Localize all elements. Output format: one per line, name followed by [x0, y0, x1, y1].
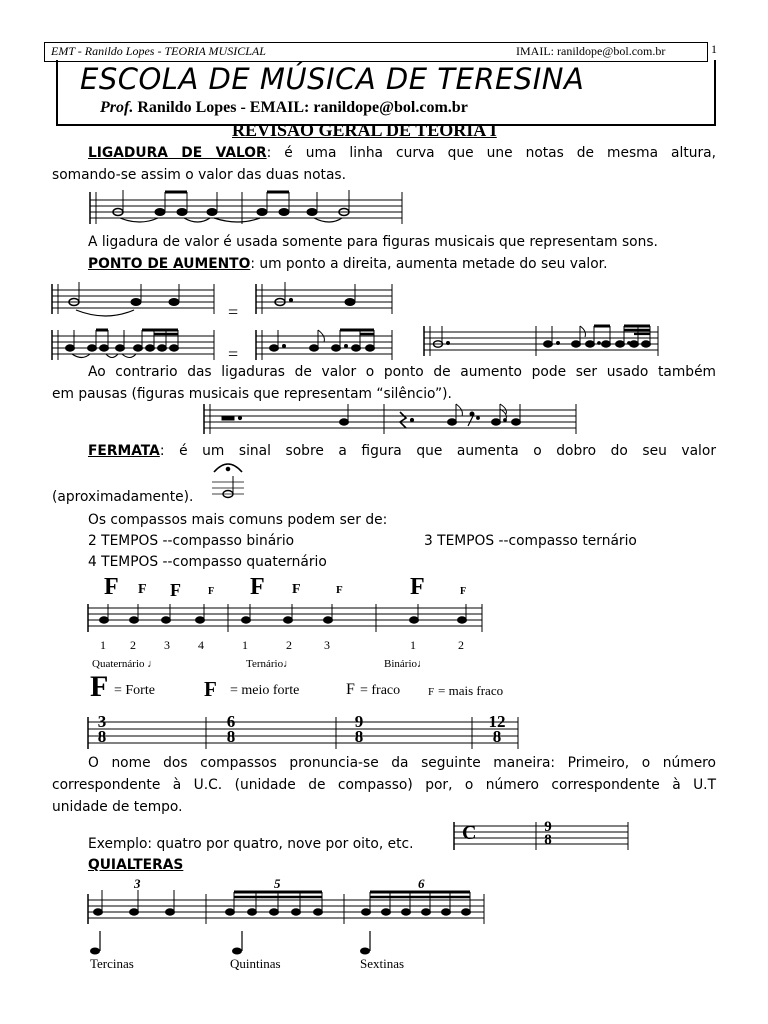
- tuplet-number-3: 3: [134, 876, 141, 891]
- section-heading: REVISAO GERAL DE TEORIA I: [232, 120, 497, 140]
- nome-line3: unidade de tempo.: [52, 799, 183, 815]
- time-sig-top: 9: [544, 819, 552, 835]
- header-email: IMAIL: ranildope@bol.com.br: [516, 44, 666, 58]
- time-signature-12-8: [486, 714, 508, 744]
- beat-number: 3: [324, 638, 330, 652]
- meter-example-staff: [88, 604, 484, 634]
- page-subtitle: [100, 99, 468, 117]
- tie-example-staff: [90, 190, 410, 226]
- time-signature-9-8: [352, 714, 366, 744]
- time-signature-6-8: [224, 714, 238, 744]
- fermata-line1: [52, 440, 716, 462]
- meter-label-binario: Binário♩: [384, 658, 428, 670]
- meter-label-ternario: Ternário♩: [246, 658, 295, 670]
- ligadura-term: LIGADURA DE VALOR: [88, 145, 267, 161]
- time-signature-9-8-example: [541, 821, 555, 847]
- dynamic-forte: F: [104, 574, 119, 600]
- compasso-ternario: 3 TEMPOS --compasso ternário: [424, 533, 637, 549]
- beat-number: 2: [458, 638, 464, 652]
- time-sig-top: 6: [226, 712, 236, 731]
- tuplet-label-sextinas: Sextinas: [360, 956, 405, 971]
- dot-example-1-dotted: [256, 282, 396, 322]
- dynamic-mais-fraco: F: [208, 586, 215, 597]
- time-sig-top: 9: [354, 712, 364, 731]
- time-sig-top: 3: [97, 712, 107, 731]
- time-sig-bottom: 8: [226, 727, 236, 746]
- dynamic-mais-fraco: F: [460, 586, 467, 597]
- time-sig-bottom: 8: [492, 727, 502, 746]
- equals-sign-2: =: [228, 344, 239, 364]
- exemplo-text: Exemplo: quatro por quatro, nove por oito, etc.: [88, 836, 414, 852]
- legend-forte-letter: F: [90, 670, 109, 703]
- dynamic-forte: F: [410, 574, 425, 600]
- dynamic-mais-fraco: F: [336, 584, 343, 596]
- compasso-quaternario: 4 TEMPOS --compasso quaternário: [88, 554, 327, 570]
- ponto-line: [88, 253, 607, 275]
- dynamic-meio-forte: F: [170, 580, 181, 600]
- tuplet-label-tercinas: Tercinas: [90, 956, 134, 971]
- beat-number: 1: [100, 638, 106, 652]
- time-sig-bottom: 8: [544, 832, 552, 848]
- rest-example-staff: [204, 404, 578, 438]
- beat-number: 4: [198, 638, 204, 652]
- ligadura-note: A ligadura de valor é usada somente para figuras musicais que representam sons.: [88, 234, 658, 250]
- legend-mais-fraco-letter: F: [428, 686, 435, 698]
- compasso-binario: 2 TEMPOS --compasso binário: [88, 533, 295, 549]
- beat-number: 2: [286, 638, 292, 652]
- beat-number: 2: [130, 638, 136, 652]
- quarter-note-icon: [230, 930, 246, 956]
- page-title: ESCOLA DE MÚSICA DE TERESINA: [80, 62, 585, 96]
- tuplet-label-quintinas: Quintinas: [230, 956, 281, 971]
- fermata-line2: (aproximadamente).: [52, 489, 194, 505]
- legend-meio-forte: = meio forte: [230, 683, 300, 698]
- legend-meio-letter: F: [204, 677, 217, 701]
- subtitle-rest: Ranildo Lopes - EMAIL: ranildope@bol.com.br: [133, 99, 468, 116]
- legend-forte: = Forte: [114, 683, 155, 698]
- dynamic-fraco: F: [292, 582, 301, 597]
- tuplet-number-6: 6: [418, 876, 425, 891]
- page-number: 1: [711, 42, 717, 56]
- quarter-note-icon: [88, 930, 104, 956]
- dynamic-forte: F: [250, 574, 265, 600]
- quarter-note-icon: [358, 930, 374, 956]
- ponto-para-line1: Ao contrario das ligaduras de valor o ponto de aumento pode ser usado também: [88, 364, 716, 380]
- ponto-term: PONTO DE AUMENTO: [88, 256, 251, 272]
- ligadura-text: : é uma linha curva que une notas de mesma altura,: [266, 145, 716, 161]
- ponto-text: : um ponto a direita, aumenta metade do seu valor.: [250, 256, 608, 272]
- beat-number: 1: [410, 638, 416, 652]
- ligadura-line1: [52, 142, 716, 164]
- subtitle-prefix: Prof.: [100, 99, 134, 116]
- time-sig-top: 12: [488, 712, 506, 731]
- legend-fraco: = fraco: [360, 683, 401, 698]
- fermata-term: FERMATA: [88, 443, 160, 459]
- time-signature-staff: [88, 717, 520, 751]
- fermata-symbol: [208, 460, 248, 504]
- nome-line1: O nome dos compassos pronuncia-se da seguinte maneira: Primeiro, o número: [88, 755, 716, 771]
- meter-label-quaternario: Quaternário ♩: [92, 658, 159, 670]
- dot-example-3: [424, 326, 660, 360]
- legend-mais-fraco: = mais fraco: [438, 683, 504, 698]
- tuplet-staff: [88, 888, 488, 928]
- equals-sign-1: =: [228, 302, 239, 322]
- time-sig-bottom: 8: [354, 727, 364, 746]
- time-sig-bottom: 8: [97, 727, 107, 746]
- ligadura-line2: somando-se assim o valor das duas notas.: [52, 167, 346, 183]
- dot-example-1-tied: [52, 282, 218, 322]
- tuplet-number-5: 5: [274, 876, 281, 891]
- beat-number: 3: [164, 638, 170, 652]
- ponto-para-line2: em pausas (figuras musicais que representam “silêncio”).: [52, 386, 452, 402]
- time-signature-3-8: [95, 714, 109, 744]
- legend-fraco-letter: F: [346, 681, 355, 698]
- header-school: EMT - Ranildo Lopes - TEORIA MUSICLAL: [51, 44, 266, 58]
- quialteras-title: QUIALTERAS: [88, 857, 184, 873]
- common-time-symbol: C: [462, 822, 477, 844]
- dynamic-fraco: F: [138, 582, 147, 597]
- nome-line2: correspondente à U.C. (unidade de compasso) por, o número correspondente à U.T: [52, 777, 716, 793]
- fermata-text: : é um sinal sobre a figura que aumenta o dobro do seu valor: [159, 443, 716, 459]
- compassos-intro: Os compassos mais comuns podem ser de:: [88, 512, 388, 528]
- beat-number: 1: [242, 638, 248, 652]
